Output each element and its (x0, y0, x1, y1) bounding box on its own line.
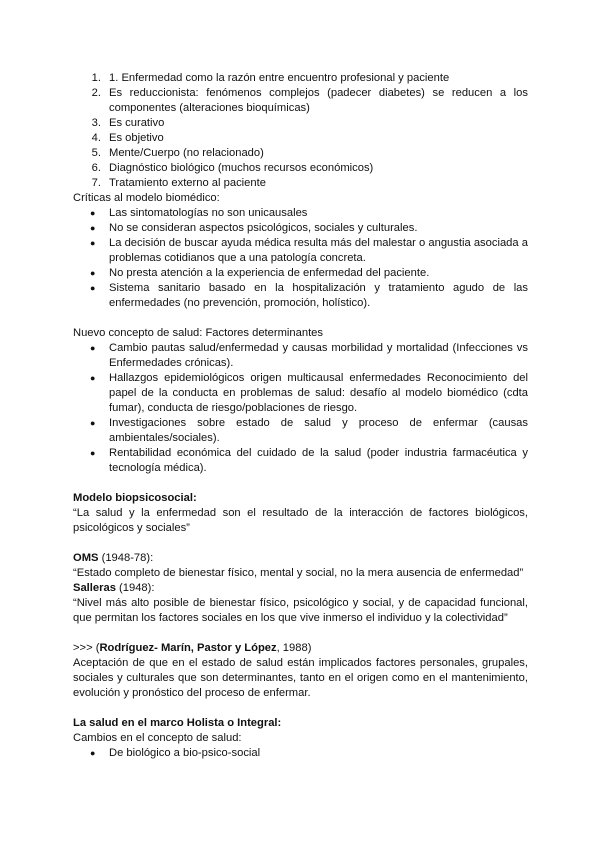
bullet-icon: ● (90, 418, 96, 428)
biomedical-model-features-list (73, 71, 528, 191)
list-item (73, 341, 528, 371)
bullet-icon: ● (90, 223, 96, 233)
list-item-text: Las sintomatologías no son unicausales (109, 207, 308, 219)
spacer (73, 701, 528, 716)
list-item (73, 371, 528, 416)
list-number: 2. (91, 87, 101, 99)
bullet-icon: ● (90, 238, 96, 248)
list-item-text: 1. Enfermedad como la razón entre encuentro profesional y paciente (109, 72, 450, 84)
list-item (73, 71, 528, 86)
criticas-heading: Críticas al modelo biomédico: (73, 192, 220, 204)
rodriguez-text: Aceptación de que en el estado de salud están implicados factores personales, grupales, sociales y culturales que son determinantes, tanto en el origen como en el mantenimiento, evolución y pronóstico del proceso de enfermar. (73, 657, 528, 699)
bullet-icon: ● (90, 373, 96, 383)
rodriguez-authors: Rodríguez- Marín, Pastor y López (99, 642, 277, 654)
heading-bold: Modelo biopsicosocial: (73, 492, 197, 504)
bullet-icon: ● (90, 283, 96, 293)
salleras-heading (73, 581, 528, 596)
list-item-text: Sistema sanitario basado en la hospitalización y tratamiento agudo de las enfermedades (no prevención, promoción, holístico). (109, 282, 528, 309)
salleras-label: Salleras (73, 582, 116, 594)
list-item-text: De biológico a bio-psico-social (109, 747, 261, 759)
document-body (73, 71, 528, 761)
list-item-text: Es reduccionista: fenómenos complejos (padecer diabetes) se reducen a los componentes (alteraciones bioquímicas) (109, 87, 528, 114)
list-item-text: Hallazgos epidemiológicos origen multicausal enfermedades Reconocimiento del papel de la conducta en problemas de salud: desafío al modelo biomédico (cdta fumar), conducta de riesgo/poblaciones de riesgo. (109, 372, 528, 414)
bullet-icon: ● (90, 343, 96, 353)
biopsicosocial-quote: “La salud y la enfermedad son el resultado de la interacción de factores biológicos, psicológicos y sociales” (73, 507, 528, 534)
biopsicosocial-heading (73, 491, 528, 506)
oms-quote: “Estado completo de bienestar físico, mental y social, no la mera ausencia de enfermedad” (73, 567, 524, 579)
list-item-text: Es objetivo (109, 132, 164, 144)
bullet-icon: ● (90, 268, 96, 278)
list-item (73, 416, 528, 446)
list-item (73, 446, 528, 476)
list-item-text: Mente/Cuerpo (no relacionado) (109, 147, 264, 159)
criticas-list (73, 206, 528, 311)
holistico-list (73, 746, 528, 761)
bullet-icon: ● (90, 448, 96, 458)
salleras-quote: “Nivel más alto posible de bienestar físico, psicológico y social, y de capacidad funcional, que permitan los factores sociales en los que vive inmerso el individuo y la colectividad” (73, 597, 528, 624)
bullet-icon: ● (90, 208, 96, 218)
bullet-icon: ● (90, 748, 96, 758)
list-number: 7. (91, 177, 101, 189)
list-item (73, 176, 528, 191)
list-item (73, 146, 528, 161)
list-item (73, 161, 528, 176)
list-item (73, 281, 528, 311)
list-item (73, 746, 528, 761)
nuevo-concepto-heading: Nuevo concepto de salud: Factores determinantes (73, 327, 323, 339)
oms-label: OMS (73, 552, 99, 564)
spacer (73, 476, 528, 491)
list-item (73, 86, 528, 116)
list-item-text: Investigaciones sobre estado de salud y proceso de enfermar (causas ambientales/sociales). (109, 417, 528, 444)
list-item (73, 221, 528, 236)
list-number: 3. (91, 117, 101, 129)
list-item-text: Tratamiento externo al paciente (109, 177, 266, 189)
holistico-heading (73, 716, 528, 731)
list-item (73, 116, 528, 131)
oms-years: (1948-78): (98, 552, 154, 564)
list-item-text: La decisión de buscar ayuda médica resulta más del malestar o angustia asociada a problemas cotidianos que a una patología concreta. (109, 237, 528, 264)
holistico-subheading: Cambios en el concepto de salud: (73, 732, 242, 744)
nuevo-concepto-list (73, 341, 528, 476)
list-item (73, 266, 528, 281)
oms-heading (73, 551, 528, 566)
heading-bold: La salud en el marco Holista o Integral: (73, 717, 282, 729)
list-item (73, 236, 528, 266)
list-item-text: Cambio pautas salud/enfermedad y causas morbilidad y mortalidad (Infecciones vs Enfermedades crónicas). (109, 342, 528, 369)
rodriguez-heading (73, 641, 528, 656)
rodriguez-prefix: >>> ( (73, 642, 100, 654)
list-item-text: Es curativo (109, 117, 165, 129)
rodriguez-year: , 1988) (276, 642, 312, 654)
spacer (73, 536, 528, 551)
list-item-text: No se consideran aspectos psicológicos, sociales y culturales. (109, 222, 418, 234)
spacer (73, 311, 528, 326)
spacer (73, 626, 528, 641)
salleras-years: (1948): (115, 582, 155, 594)
list-number: 1. (91, 72, 101, 84)
list-number: 5. (91, 147, 101, 159)
list-item-text: Rentabilidad económica del cuidado de la salud (poder industria farmacéutica y tecnología médica). (109, 447, 528, 474)
list-item-text: No presta atención a la experiencia de enfermedad del paciente. (109, 267, 430, 279)
list-item (73, 206, 528, 221)
list-number: 4. (91, 132, 101, 144)
list-number: 6. (91, 162, 101, 174)
list-item-text: Diagnóstico biológico (muchos recursos económicos) (109, 162, 374, 174)
list-item (73, 131, 528, 146)
